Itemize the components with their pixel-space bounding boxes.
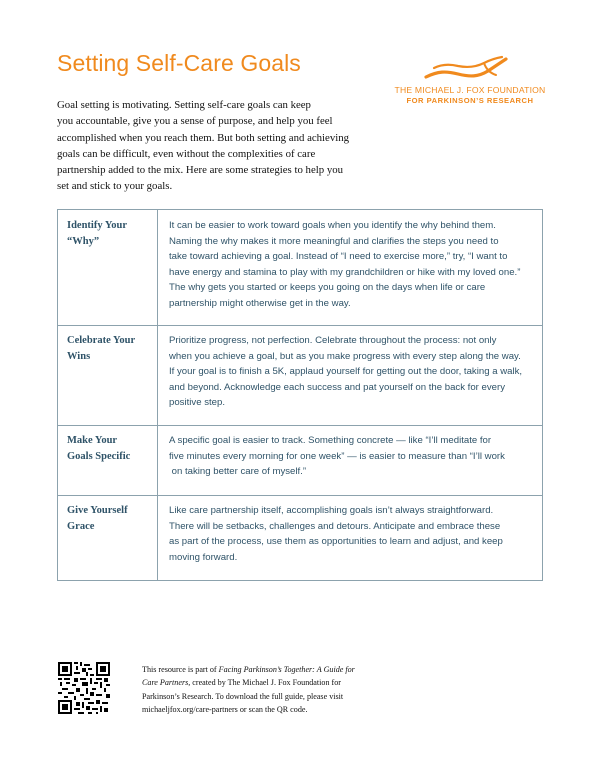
table-row-give-grace bbox=[58, 495, 542, 581]
tip-heading-line: Celebrate Your bbox=[67, 335, 136, 346]
tip-heading bbox=[58, 325, 158, 425]
tip-body-line: Prioritize progress, not perfection. Celebrate throughout the process: not only bbox=[169, 335, 497, 346]
logo-text-foundation: THE MICHAEL J. FOX FOUNDATION bbox=[394, 85, 546, 95]
footer-line bbox=[142, 676, 402, 689]
tip-body-line: Like care partnership itself, accomplishing goals isn’t always straightforward. bbox=[169, 505, 494, 516]
tip-body-line: when you achieve a goal, but as you make progress with every step along the way. bbox=[169, 350, 521, 362]
intro-line: partnership added to the mix. Here are some strategies to help you bbox=[57, 164, 344, 177]
tip-heading-line: Goals Specific bbox=[67, 451, 131, 462]
table-row-identify-why bbox=[58, 210, 542, 326]
tip-heading-line: Wins bbox=[67, 351, 91, 362]
intro-line: goals can be difficult, even without the complexities of care bbox=[57, 147, 316, 160]
tip-body-line: A specific goal is easier to track. Something concrete — like “I’ll meditate for bbox=[169, 435, 492, 446]
qr-code-icon[interactable] bbox=[58, 662, 110, 714]
tip-body-line: on taking better care of myself.” bbox=[169, 466, 307, 478]
logo-text-research: FOR PARKINSON’S RESEARCH bbox=[406, 96, 534, 105]
page-title: Setting Self-Care Goals bbox=[57, 50, 301, 76]
tip-body-line: partnership might otherwise get in the way. bbox=[169, 297, 351, 309]
footer-note bbox=[142, 663, 402, 717]
tip-body-line: five minutes every morning for one week” — is easier to measure than “I’ll work bbox=[169, 450, 505, 462]
tip-body bbox=[158, 495, 542, 581]
footer-link-line[interactable]: michaeljfox.org/care-partners or scan the QR code. bbox=[142, 705, 308, 715]
tip-body-line: There will be setbacks, challenges and detours. Anticipate and embrace these bbox=[169, 520, 501, 532]
tip-body-line: have energy and stamina to play with my grandchildren or hike with my loved one.” bbox=[169, 266, 521, 278]
strategies-table bbox=[57, 209, 543, 581]
tip-body bbox=[158, 325, 542, 425]
tip-body-line: If your goal is to finish a 5K, applaud yourself for getting out the door, taking a walk, bbox=[169, 366, 523, 378]
tip-heading-line: Grace bbox=[67, 521, 95, 532]
intro-line: set and stick to your goals. bbox=[57, 180, 173, 193]
intro-line: Goal setting is motivating. Setting self-care goals can keep bbox=[57, 99, 311, 111]
tip-body-line: Naming the why makes it more meaningful and clarifies the steps you need to bbox=[169, 235, 499, 247]
footer-line: Parkinson’s Research. To download the full guide, please visit bbox=[142, 691, 344, 701]
tip-body bbox=[158, 425, 542, 495]
intro-paragraph bbox=[57, 97, 367, 195]
foundation-logo bbox=[382, 55, 554, 107]
running-figure-logo-icon bbox=[424, 55, 508, 83]
intro-line: accomplished when you reach them. But both setting and achieving bbox=[57, 131, 350, 144]
guide-title: Care Partners bbox=[142, 678, 189, 688]
intro-line: you accountable, give you a sense of purpose, and help you feel bbox=[57, 115, 333, 128]
footer-line bbox=[142, 663, 402, 676]
guide-title: Facing Parkinson’s Together: A Guide for bbox=[218, 665, 355, 674]
tip-body bbox=[158, 210, 542, 325]
tip-body-line: It can be easier to work toward goals when you identify the why behind them. bbox=[169, 220, 496, 231]
tip-body-line: moving forward. bbox=[169, 551, 238, 563]
tip-heading-line: Make Your bbox=[67, 435, 118, 446]
tip-heading-line: Identify Your bbox=[67, 220, 127, 231]
table-row-celebrate-wins bbox=[58, 325, 542, 426]
tip-body-line: and beyond. Acknowledge each success and pat yourself on the back for every bbox=[169, 381, 505, 393]
tip-heading bbox=[58, 210, 158, 325]
tip-body-line: take toward achieving a goal. Instead of “I need to exercise more,” try, “I want to bbox=[169, 251, 508, 263]
footer-text: , created by The Michael J. Fox Foundation for bbox=[188, 678, 341, 688]
footer-text: This resource is part of bbox=[142, 665, 219, 674]
tip-heading-line: Give Yourself bbox=[67, 505, 128, 516]
table-row-goals-specific bbox=[58, 425, 542, 496]
tip-body-line: as part of the process, use them as opportunities to learn and adjust, and keep bbox=[169, 536, 503, 548]
tip-body-line: The why gets you started or keeps you going on the days when life or care bbox=[169, 282, 486, 294]
tip-heading bbox=[58, 495, 158, 581]
tip-body-line: positive step. bbox=[169, 397, 225, 409]
tip-heading-line: “Why” bbox=[67, 236, 100, 247]
tip-heading bbox=[58, 425, 158, 495]
